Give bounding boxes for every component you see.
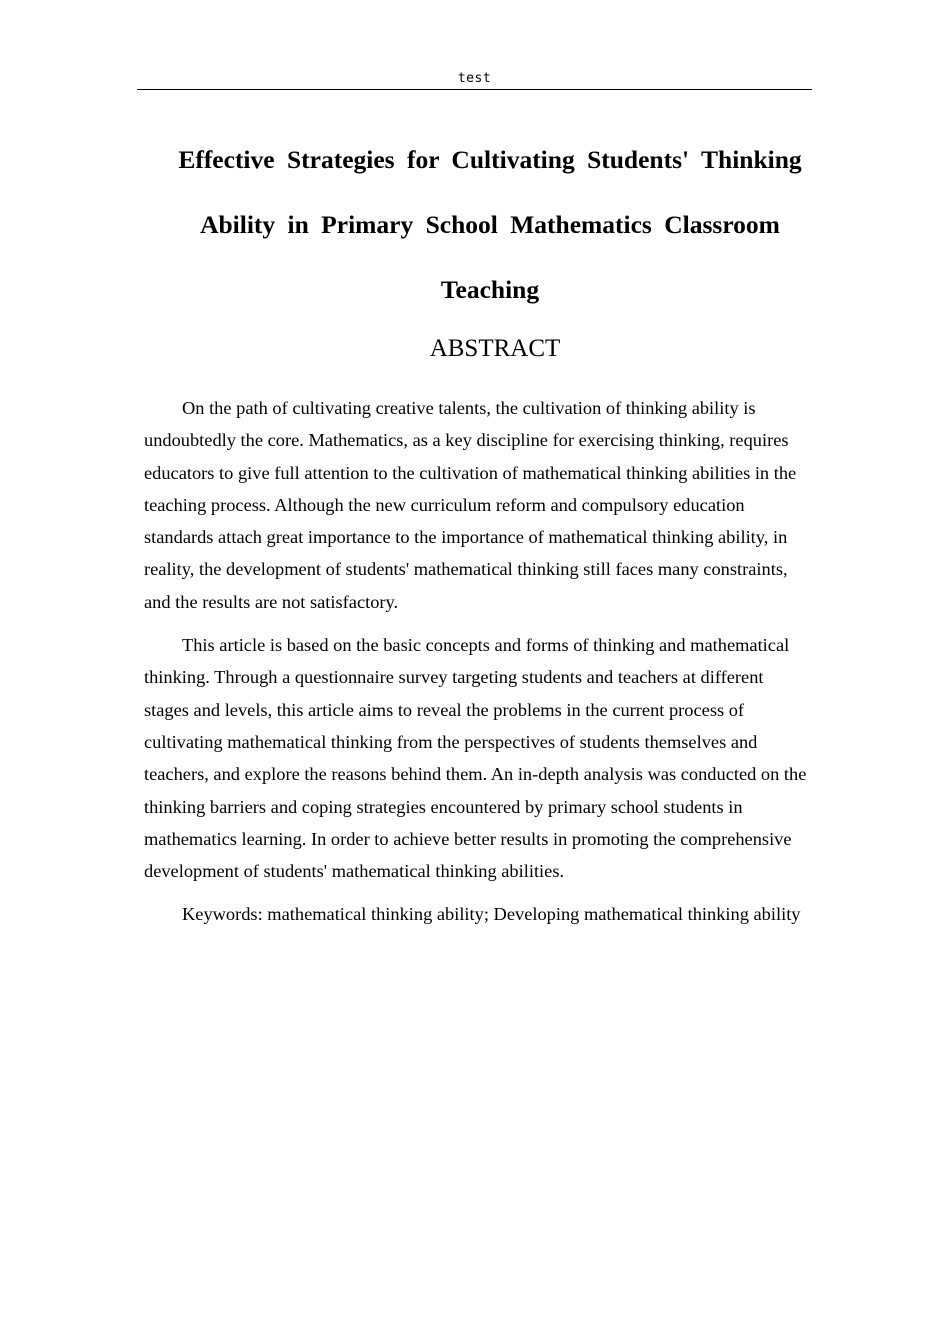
abstract-body [144,392,812,942]
running-header: test [457,71,492,86]
title-line-1: Effective Strategies for Cultivating Students' Thinking [178,145,802,174]
title-line-3: Teaching [440,275,540,304]
abstract-heading: ABSTRACT [429,335,561,362]
title-line-2: Ability in Primary School Mathematics Classroom [200,210,780,239]
abstract-paragraph-2: This article is based on the basic concepts and forms of thinking and mathematical thinking. Through a questionnaire survey targeting students and teachers at different stages and levels, this article aims to reveal the problems in the current process of cultivating mathematical thinking from the perspectives of students themselves and teachers, and explore the reasons behind them. An in-depth analysis was conducted on the thinking barriers and coping strategies encountered by primary school students in mathematics learning. In order to achieve better results in promoting the comprehensive development of students' mathematical thinking abilities. [144,635,807,882]
abstract-paragraph-1: On the path of cultivating creative talents, the cultivation of thinking ability is undoubtedly the core. Mathematics, as a key discipline for exercising thinking, requires educators to give full attention to the cultivation of mathematical thinking abilities in the teaching process. Although the new curriculum reform and compulsory education standards attach great importance to the importance of mathematical thinking ability, in reality, the development of students' mathematical thinking still faces many constraints, and the results are not satisfactory. [144,398,797,612]
document-title [170,127,810,322]
header-rule [137,89,812,90]
keywords-paragraph: Keywords: mathematical thinking ability; Developing mathematical thinking ability [182,904,801,925]
